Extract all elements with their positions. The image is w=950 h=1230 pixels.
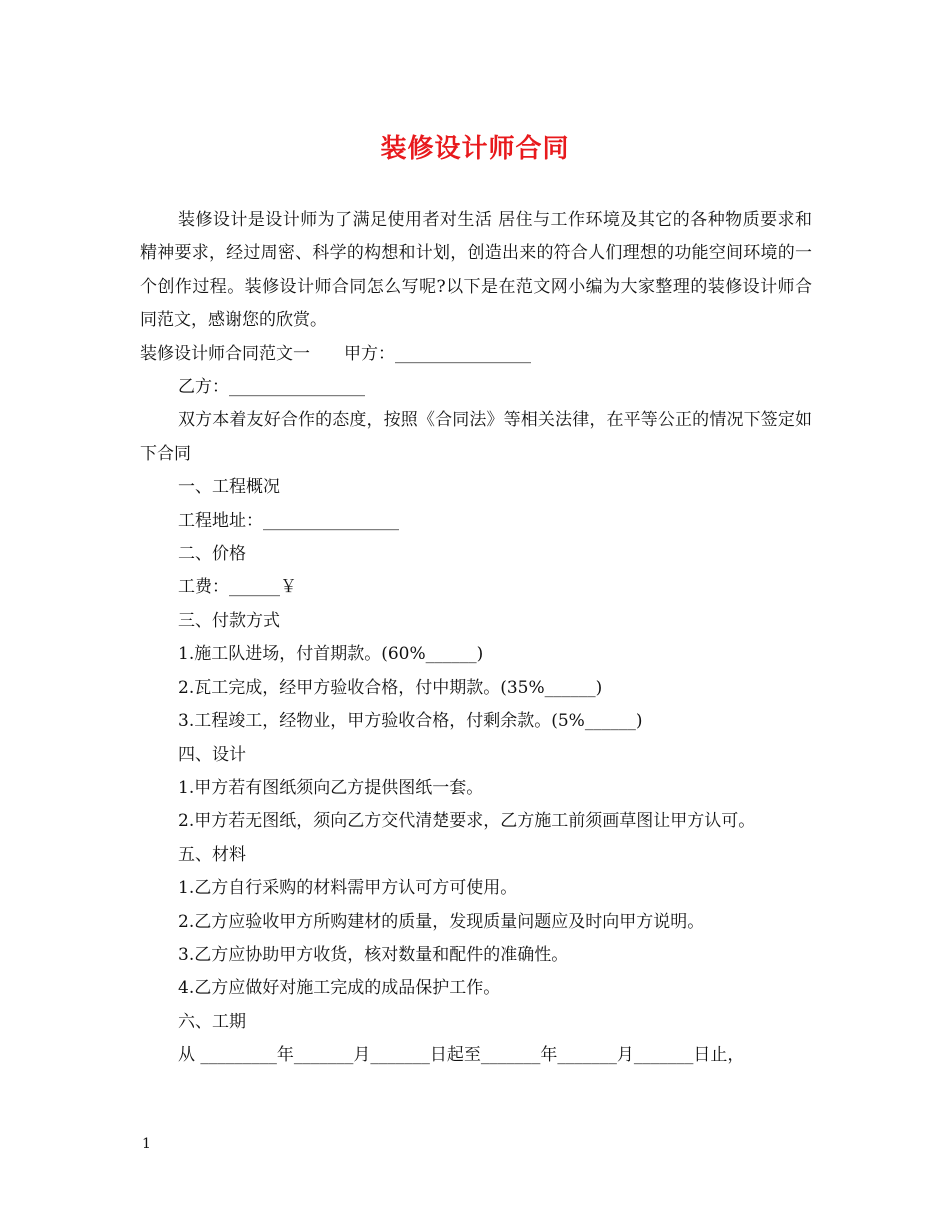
material-item-2: 2.乙方应验收甲方所购建材的质量，发现质量问题应及时向甲方说明。 <box>178 911 705 932</box>
section-2-title: 二、价格 <box>178 544 246 565</box>
section-6-title: 六、工期 <box>178 1011 246 1032</box>
document-title: 装修设计师合同 <box>380 134 570 164</box>
payment-item-1: 1.施工队进场，付首期款。(60%______) <box>178 644 484 665</box>
payment-item-2: 2.瓦工完成，经甲方验收合格，付中期款。(35%______) <box>178 677 603 698</box>
preamble-paragraph: 双方本着友好合作的态度，按照《合同法》等相关法律，在平等公正的情况下签定如下合同 <box>140 410 812 464</box>
schedule-period-line: 从 _________年_______月_______日起至_______年_______月_______日止， <box>178 1045 745 1066</box>
labor-fee-line: 工费：______￥ <box>178 577 297 598</box>
design-item-1: 1.甲方若有图纸须向乙方提供图纸一套。 <box>178 777 484 798</box>
section-4-title: 四、设计 <box>178 744 246 765</box>
section-5-title: 五、材料 <box>178 844 246 865</box>
intro-paragraph: 装修设计是设计师为了满足使用者对生活 居住与工作环境及其它的各种物质要求和精神要求，经过周密、科学的构想和计划，创造出来的符合人们理想的功能空间环境的一个创作过程。装修设计师合同怎么写呢?以下是在范文网小编为大家整理的装修设计师合同范文，感谢您的欣赏。 <box>140 210 812 331</box>
material-item-4: 4.乙方应做好对施工完成的成品保护工作。 <box>178 978 501 999</box>
sample-heading-party-a: 装修设计师合同范文一 甲方：________________ <box>140 343 531 364</box>
page-number: 1 <box>142 1136 151 1152</box>
document-body <box>140 204 812 1073</box>
section-3-title: 三、付款方式 <box>178 610 280 631</box>
project-address-line: 工程地址：________________ <box>178 510 399 531</box>
payment-item-3: 3.工程竣工，经物业，甲方验收合格，付剩余款。(5%______) <box>178 711 643 732</box>
design-item-2: 2.甲方若无图纸，须向乙方交代清楚要求，乙方施工前须画草图让甲方认可。 <box>178 811 756 832</box>
material-item-3: 3.乙方应协助甲方收货，核对数量和配件的准确性。 <box>178 944 569 965</box>
section-1-title: 一、工程概况 <box>178 477 280 498</box>
material-item-1: 1.乙方自行采购的材料需甲方认可方可使用。 <box>178 878 518 899</box>
party-b-line: 乙方：________________ <box>178 377 365 398</box>
